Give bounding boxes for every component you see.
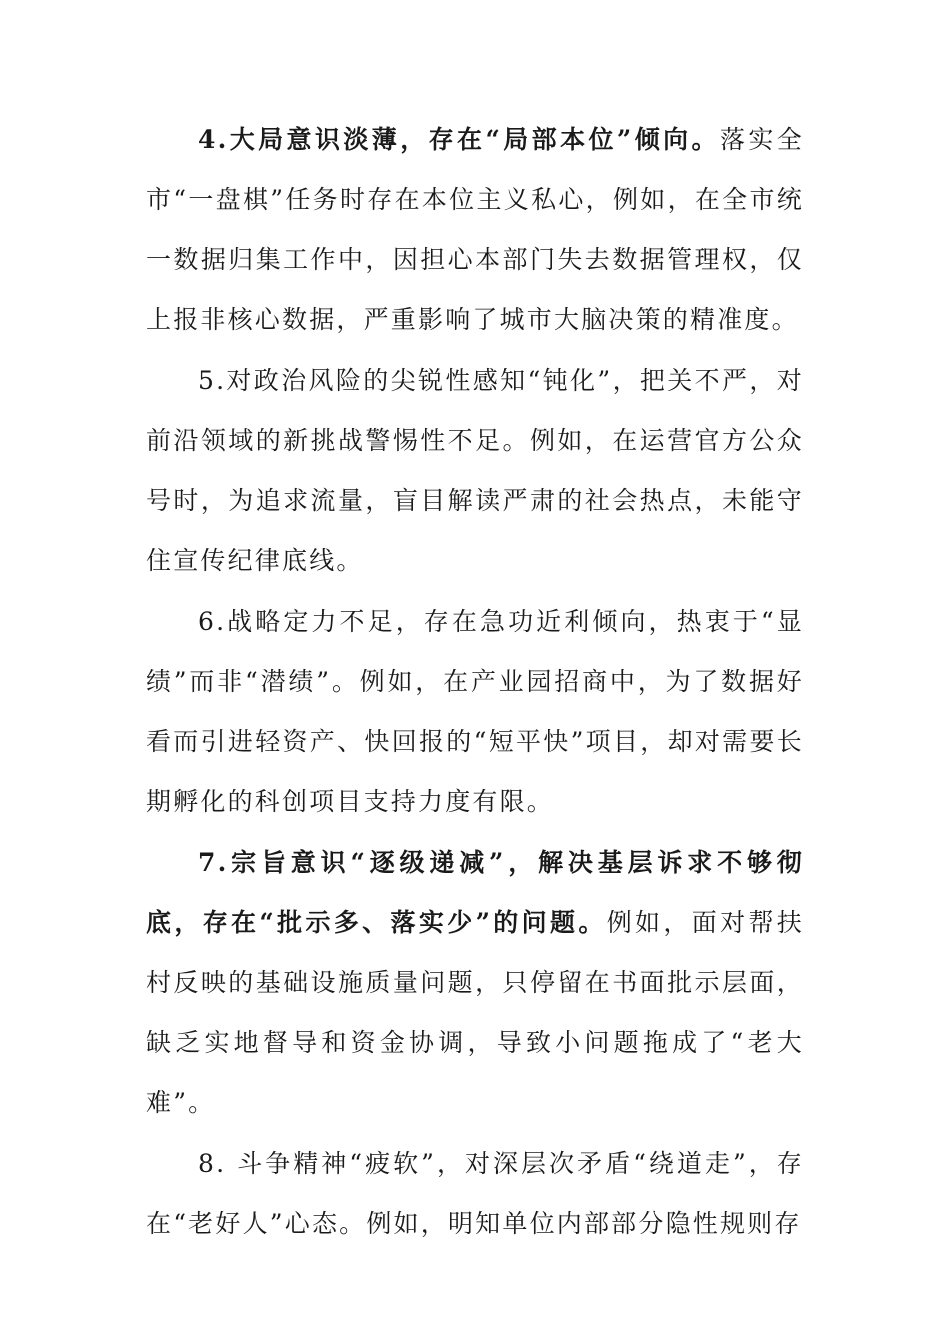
paragraph-item-5 (146, 351, 804, 591)
paragraph-item-4 (146, 110, 804, 350)
paragraph-item-8 (146, 1134, 804, 1254)
paragraph-text: 落实全市“一盘棋”任务时存在本位主义私心，例如，在全市统一数据归集工作中，因担心本部门失去数据管理权，仅上报非核心数据，严重影响了城市大脑决策的精准度。 (146, 125, 804, 334)
document-body (146, 110, 804, 1255)
paragraph-text: 例如，面对帮扶村反映的基础设施质量问题，只停留在书面批示层面，缺乏实地督导和资金协调，导致小问题拖成了“老大难”。 (146, 908, 804, 1117)
paragraph-heading: 7.宗旨意识“逐级递减”，解决基层诉求不够彻底，存在“批示多、落实少”的问题。 (146, 848, 804, 937)
paragraph-text: 8. 斗争精神“疲软”，对深层次矛盾“绕道走”，存在“老好人”心态。例如，明知单位内部部分隐性规则存 (146, 1149, 804, 1238)
paragraph-text: 5.对政治风险的尖锐性感知“钝化”，把关不严，对前沿领域的新挑战警惕性不足。例如，在运营官方公众号时，为追求流量，盲目解读严肃的社会热点，未能守住宣传纪律底线。 (146, 366, 804, 575)
paragraph-text: 6.战略定力不足，存在急功近利倾向，热衷于“显绩”而非“潜绩”。例如，在产业园招商中，为了数据好看而引进轻资产、快回报的“短平快”项目，却对需要长期孵化的科创项目支持力度有限。 (146, 607, 804, 816)
paragraph-item-6 (146, 592, 804, 832)
paragraph-item-7 (146, 833, 804, 1133)
paragraph-heading: 4.大局意识淡薄，存在“局部本位”倾向。 (198, 125, 720, 154)
